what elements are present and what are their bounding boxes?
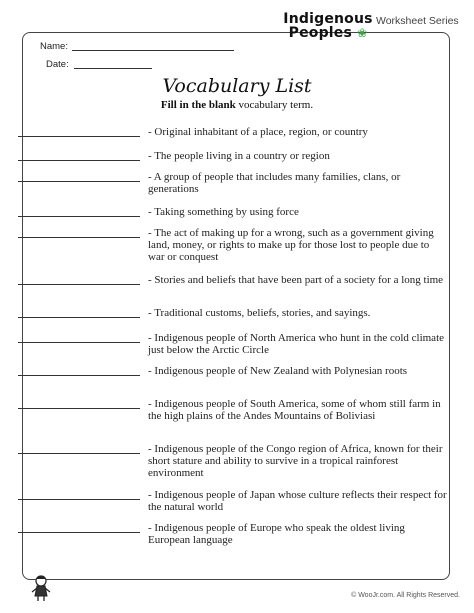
term-definition: - Stories and beliefs that have been part of a society for a long time: [148, 274, 444, 286]
term-blank[interactable]: [18, 136, 140, 137]
date-label: Date:: [46, 59, 69, 70]
term-definition: - The act of making up for a wrong, such as a government giving land, money, or rights to make up for those lost to people due to war or conquest: [148, 227, 434, 263]
term-blank[interactable]: [18, 532, 140, 533]
kid-mascot-icon: [30, 574, 52, 602]
copyright-footer: © WooJr.com. All Rights Reserved.: [351, 592, 460, 599]
term-blank[interactable]: [18, 375, 140, 376]
term-definition: - Indigenous people of Europe who speak the oldest living European language: [148, 522, 405, 546]
term-blank[interactable]: [18, 453, 140, 454]
term-definition: - Original inhabitant of a place, region, or country: [148, 126, 368, 138]
term-definition: - A group of people that includes many families, clans, or generations: [148, 171, 401, 195]
brand-logo: [282, 12, 374, 40]
name-line[interactable]: [72, 50, 234, 51]
term-definition: - Traditional customs, beliefs, stories, and sayings.: [148, 307, 371, 319]
term-definition: - Indigenous people of the Congo region of Africa, known for their short stature and ability to survive in a tropical rainforest environment: [148, 443, 443, 479]
term-blank[interactable]: [18, 499, 140, 500]
term-definition: - Indigenous people of North America who hunt in the cold climate just below the Arctic Circle: [148, 332, 445, 356]
term-definition: - Taking something by using force: [148, 206, 299, 218]
term-definition: - Indigenous people of South America, some of whom still farm in the high plains of the Andes Mountains of Boliviasi: [148, 398, 441, 422]
date-line[interactable]: [74, 68, 152, 69]
term-blank[interactable]: [18, 181, 140, 182]
term-blank[interactable]: [18, 160, 140, 161]
brand-line2: Peoples: [288, 25, 353, 41]
instruction-rest: vocabulary term.: [235, 99, 314, 111]
term-blank[interactable]: [18, 216, 140, 217]
name-field[interactable]: [40, 41, 68, 52]
term-definition: - Indigenous people of Japan whose culture reflects their respect for the natural world: [148, 489, 447, 513]
term-blank[interactable]: [18, 342, 140, 343]
name-label: Name:: [40, 41, 68, 52]
brand-line1: Indigenous: [283, 11, 373, 27]
term-blank[interactable]: [18, 317, 140, 318]
instruction-bold: Fill in the blank: [160, 99, 236, 111]
term-blank[interactable]: [18, 237, 140, 238]
leaf-icon: ❀: [357, 26, 368, 40]
series-label: Worksheet Series: [376, 15, 459, 27]
instruction: [0, 99, 474, 111]
term-blank[interactable]: [18, 284, 140, 285]
term-definition: - Indigenous people of New Zealand with Polynesian roots: [148, 365, 408, 377]
term-blank[interactable]: [18, 408, 140, 409]
term-definition: - The people living in a country or region: [148, 150, 330, 162]
date-field[interactable]: [46, 59, 69, 70]
page-title: Vocabulary List: [162, 75, 312, 97]
